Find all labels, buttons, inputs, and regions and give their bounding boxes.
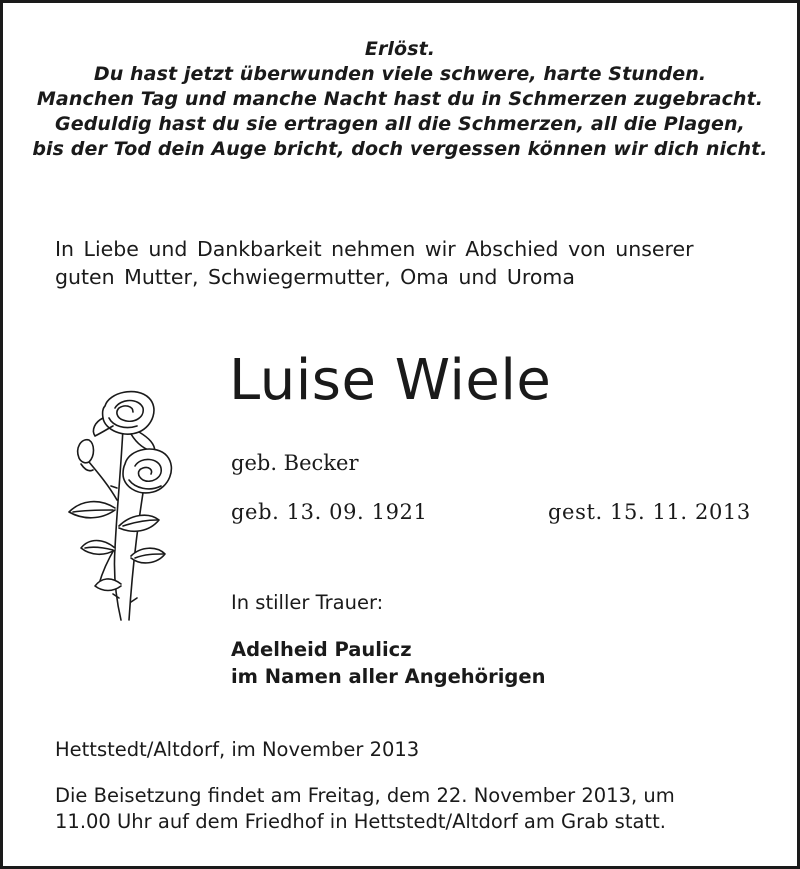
mourner-subtitle: im Namen aller Angehörigen [231, 665, 546, 688]
mourner-name: Adelheid Paulicz [231, 638, 412, 661]
poem-line: Du hast jetzt überwunden viele schwere, harte Stunden. [93, 63, 707, 85]
poem-line: bis der Tod dein Auge bricht, doch vergessen können wir dich nicht. [32, 138, 768, 160]
death-date: gest. 15. 11. 2013 [548, 500, 751, 524]
mourners-signature [231, 636, 545, 690]
poem-line: Manchen Tag und manche Nacht hast du in Schmerzen zugebracht. [36, 88, 764, 110]
mourning-label: In stiller Trauer: [231, 591, 384, 614]
intro-line: In Liebe und Dankbarkeit nehmen wir Abschied von unserer [55, 237, 694, 261]
funeral-line: Die Beisetzung findet am Freitag, dem 22. November 2013, um [55, 784, 675, 807]
poem-line: Geduldig hast du sie ertragen all die Schmerzen, all die Plagen, [55, 113, 745, 135]
birth-date: geb. 13. 09. 1921 [231, 500, 428, 524]
rose-icon [59, 388, 177, 623]
deceased-name: Luise Wiele [229, 348, 552, 413]
birth-name: geb. Becker [231, 451, 359, 475]
poem-line: Erlöst. [364, 38, 436, 60]
place-date: Hettstedt/Altdorf, im November 2013 [55, 738, 420, 761]
funeral-line: 11.00 Uhr auf dem Friedhof in Hettstedt/Altdorf am Grab statt. [55, 810, 666, 833]
intro-text [55, 235, 755, 291]
poem [3, 37, 797, 162]
funeral-notice [55, 783, 775, 835]
intro-line: guten Mutter, Schwiegermutter, Oma und Uroma [55, 265, 575, 289]
